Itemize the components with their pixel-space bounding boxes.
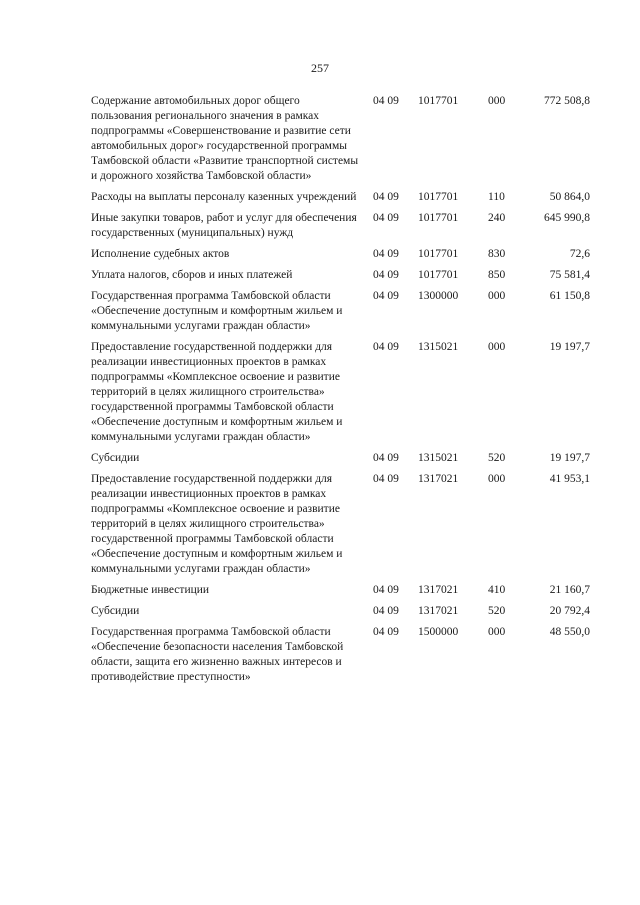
expense-type-code: 520	[488, 605, 506, 617]
section-code: 04 09	[373, 191, 399, 203]
expense-type-code: 110	[488, 191, 505, 203]
expense-name: Уплата налогов, сборов и иных платежей	[91, 269, 293, 281]
table-row	[91, 211, 590, 241]
expense-type-code: 000	[488, 290, 506, 302]
target-article-code: 1315021	[418, 341, 459, 353]
expense-name: Государственная программа Тамбовской области «Обеспечение безопасности населения Тамбовской области, защита его жизненно важных интересов и противодействие преступности»	[91, 626, 344, 683]
section-code: 04 09	[373, 212, 399, 224]
target-article-code: 1017701	[418, 269, 459, 281]
amount: 72,6	[569, 248, 590, 260]
expense-type-code: 830	[488, 248, 506, 260]
amount: 50 864,0	[549, 191, 590, 203]
expense-type-code: 000	[488, 473, 506, 485]
amount: 19 197,7	[549, 452, 590, 464]
section-code: 04 09	[373, 605, 399, 617]
target-article-code: 1317021	[418, 605, 459, 617]
table-row	[91, 451, 590, 466]
expense-type-code: 850	[488, 269, 506, 281]
table-row	[91, 625, 590, 685]
section-code: 04 09	[373, 473, 399, 485]
expense-type-code: 410	[488, 584, 506, 596]
budget-table	[91, 94, 590, 691]
section-code: 04 09	[373, 95, 399, 107]
amount: 48 550,0	[549, 626, 590, 638]
expense-type-code: 000	[488, 341, 506, 353]
table-row	[91, 604, 590, 619]
page-number: 257	[311, 61, 329, 75]
table-row	[91, 94, 590, 184]
target-article-code: 1300000	[418, 290, 459, 302]
section-code: 04 09	[373, 269, 399, 281]
expense-type-code: 000	[488, 626, 506, 638]
expense-type-code: 000	[488, 95, 506, 107]
section-code: 04 09	[373, 584, 399, 596]
target-article-code: 1317021	[418, 584, 459, 596]
target-article-code: 1317021	[418, 473, 459, 485]
expense-type-code: 520	[488, 452, 506, 464]
table-row	[91, 289, 590, 334]
expense-name: Предоставление государственной поддержки для реализации инвестиционных проектов в рамках подпрограммы «Комплексное освоение и развитие территорий в целях жилищного строительства» государственной программы Тамбовской области «Обеспечение доступным и комфортным жильем и коммунальными услугами граждан области»	[91, 341, 343, 443]
amount: 772 508,8	[544, 95, 590, 107]
expense-name: Содержание автомобильных дорог общего пользования регионального значения в рамках подпрограммы «Совершенствование и развитие сети автомобильных дорог» государственной программы Тамбовской области «Развитие транспортной системы и дорожного хозяйства Тамбовской области»	[91, 95, 359, 182]
table-row	[91, 340, 590, 445]
expense-name: Исполнение судебных актов	[91, 248, 230, 260]
amount: 41 953,1	[549, 473, 590, 485]
expense-name: Субсидии	[91, 605, 140, 617]
expense-name: Бюджетные инвестиции	[91, 584, 210, 596]
target-article-code: 1017701	[418, 95, 459, 107]
table-row	[91, 583, 590, 598]
expense-name: Субсидии	[91, 452, 140, 464]
section-code: 04 09	[373, 341, 399, 353]
target-article-code: 1017701	[418, 212, 459, 224]
expense-name: Расходы на выплаты персоналу казенных учреждений	[91, 191, 357, 203]
target-article-code: 1315021	[418, 452, 459, 464]
expense-name: Иные закупки товаров, работ и услуг для обеспечения государственных (муниципальных) нужд	[91, 212, 357, 239]
amount: 645 990,8	[544, 212, 590, 224]
amount: 20 792,4	[549, 605, 590, 617]
table-row	[91, 190, 590, 205]
table-row	[91, 472, 590, 577]
table-row	[91, 268, 590, 283]
section-code: 04 09	[373, 626, 399, 638]
expense-name: Государственная программа Тамбовской области «Обеспечение доступным и комфортным жильем и коммунальными услугами граждан области»	[91, 290, 343, 332]
amount: 61 150,8	[549, 290, 590, 302]
target-article-code: 1017701	[418, 191, 459, 203]
amount: 75 581,4	[549, 269, 590, 281]
target-article-code: 1500000	[418, 626, 459, 638]
target-article-code: 1017701	[418, 248, 459, 260]
section-code: 04 09	[373, 290, 399, 302]
section-code: 04 09	[373, 452, 399, 464]
amount: 19 197,7	[549, 341, 590, 353]
amount: 21 160,7	[549, 584, 590, 596]
table-row	[91, 247, 590, 262]
expense-name: Предоставление государственной поддержки для реализации инвестиционных проектов в рамках подпрограммы «Комплексное освоение и развитие территорий в целях жилищного строительства» государственной программы Тамбовской области «Обеспечение доступным и комфортным жильем и коммунальными услугами граждан области»	[91, 473, 343, 575]
expense-type-code: 240	[488, 212, 506, 224]
section-code: 04 09	[373, 248, 399, 260]
